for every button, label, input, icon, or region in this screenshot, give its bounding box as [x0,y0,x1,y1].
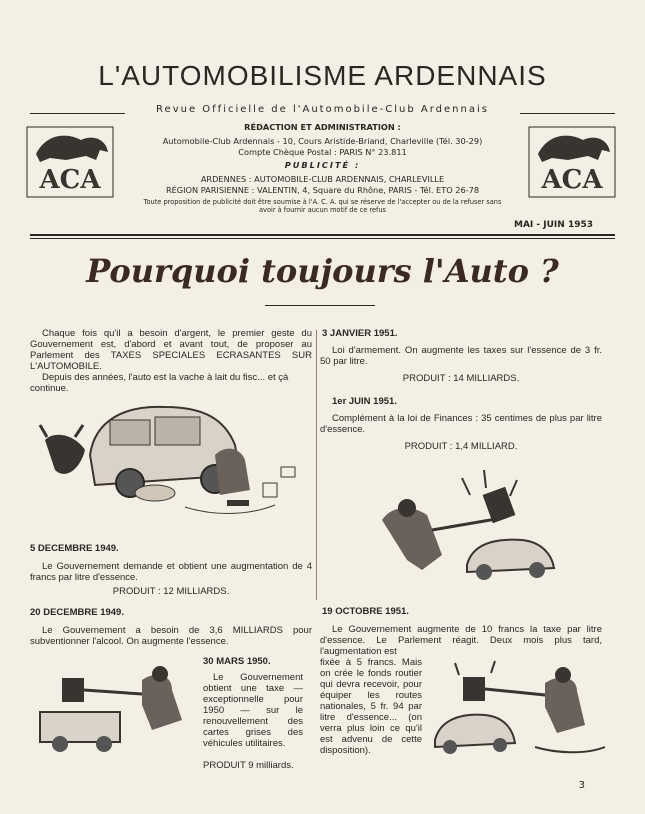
hammer-car-illustration [372,460,562,590]
event-text-1: Le Gouvernement demande et obtient une augmentation de 4 francs par litre d'essence. [30,561,312,583]
intro-paragraph: Chaque fois qu'il a besoin d'argent, le premier geste du Gouvernement est, d'abord et avant tout, de proposer au Parlement des TAXES SPECIALES ECRASANTES SUR L'AUTOMOBILE. [30,328,312,372]
header-bottom-rule [30,234,615,236]
event-text-r3-continued: fixée à 5 francs. Mais on crée le fonds routier qui devra recevoir, pour équiper les routes nationales, 5 fr. 94 par litre d'essence... (on verra plus loin ce qu'il est advenu de cette disposition). [320,657,422,756]
cow-car-illustration [35,395,305,535]
event-text-r1: Loi d'armement. On augmente les taxes sur l'essence de 3 fr. 50 par litre. [320,345,602,367]
event-text-r3: Le Gouvernement augmente de 10 francs la taxe par litre d'essence. Le Parlement réagit. Deux mois plus tard, l'augmentation est [320,624,602,657]
club-address: Automobile-Club Ardennais - 10, Cours Aristide-Briand, Charleville (Tél. 30-29) [162,136,483,146]
event-date-1: 5 DECEMBRE 1949. [30,543,119,554]
advertising-notice: Toute proposition de publicité doit être soumise à l'A. C. A. qui se réserve de l'accepter ou de la refuser sans avoir à fournir aucun motif de ce refus [143,198,502,214]
magazine-title: L'AUTOMOBILISME ARDENNAIS [98,60,547,91]
event-result-3: PRODUIT 9 milliards. [203,760,294,771]
header-bottom-rule-thin [30,238,615,239]
column-divider [316,330,317,600]
intro-paragraph-2: Depuis des années, l'auto est la vache à lait du fisc... et çà continue. [30,372,289,394]
svg-text:ACA: ACA [541,165,603,195]
aca-logo-right [528,126,616,198]
aca-logo-left [26,126,114,198]
event-text-3: Le Gouvernement obtient une taxe — exceptionnelle pour 1950 — sur le renouvellement des cartes grises des véhicules utilitaires. [203,672,303,749]
redaction-heading: RÉDACTION ET ADMINISTRATION : [244,122,401,132]
header-rule-right [520,113,615,114]
magazine-subtitle: Revue Officielle de l'Automobile-Club Ardennais [156,104,489,115]
event-date-r2: 1er JUIN 1951. [332,396,397,407]
event-date-2: 20 DECEMBRE 1949. [30,607,124,618]
page-number: 3 [578,780,585,791]
postal-account: Compte Chèque Postal : PARIS N° 23.811 [238,147,407,157]
publicite-heading: PUBLICITÉ : [284,160,361,170]
article-headline: Pourquoi toujours l'Auto ? [86,252,559,290]
hammer-car-illustration-2 [425,655,615,765]
event-date-r3: 19 OCTOBRE 1951. [322,606,409,617]
event-text-r2: Complément à la loi de Finances : 35 centimes de plus par litre d'essence. [320,413,602,435]
event-date-3: 30 MARS 1950. [203,656,271,667]
issue-date: MAI - JUIN 1953 [514,220,593,230]
advertising-ardennes: ARDENNES : AUTOMOBILE-CLUB ARDENNAIS, CHARLEVILLE [200,174,445,184]
headline-underline [265,305,375,306]
advertising-paris: RÉGION PARISIENNE : VALENTIN, 4, Square du Rhône, PARIS - Tél. ETO 26-78 [165,185,480,195]
event-result-1: PRODUIT : 12 MILLIARDS. [112,586,230,597]
header-rule-left [30,113,125,114]
svg-text:ACA: ACA [39,165,101,195]
event-result-r1: PRODUIT : 14 MILLIARDS. [402,373,520,384]
hammer-truck-illustration [32,660,197,760]
event-text-2: Le Gouvernement a besoin de 3,6 MILLIARDS pour subventionner l'alcool. On augmente l'essence. [30,625,312,647]
event-date-r1: 3 JANVIER 1951. [322,328,398,339]
event-result-r2: PRODUIT : 1,4 MILLIARD. [404,441,518,452]
